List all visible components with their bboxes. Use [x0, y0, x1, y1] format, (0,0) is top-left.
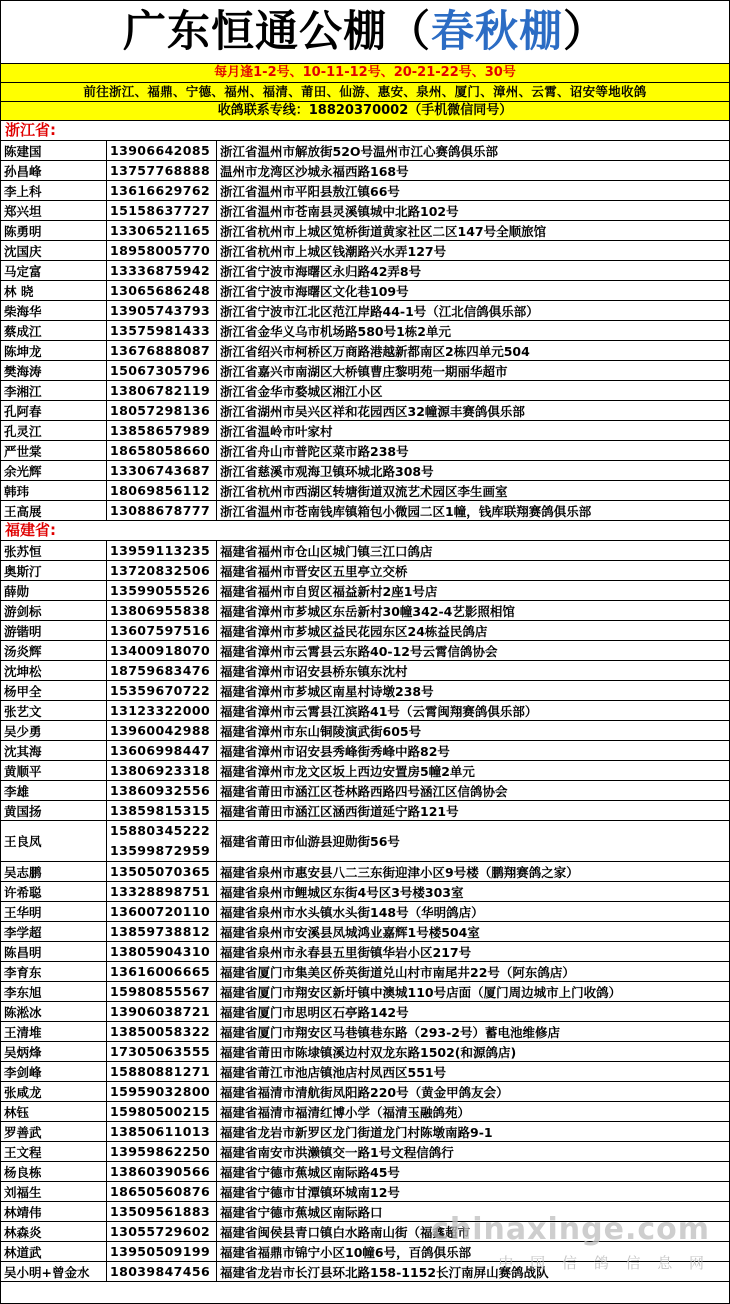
contact-row — [1, 761, 729, 781]
contact-phone: 15980855567 — [107, 982, 217, 1002]
contact-address: 福建省福清市清航街凤阳路220号（黄金甲鸽友会） — [217, 1082, 730, 1102]
contact-address: 福建省莆田市仙游县迎勋街56号 — [217, 821, 730, 862]
contact-phone: 13960042988 — [107, 721, 217, 741]
contact-name: 张苏恒 — [1, 541, 107, 561]
title-close: ） — [563, 7, 607, 57]
contact-row — [1, 661, 729, 681]
page-title — [1, 1, 729, 64]
contact-name: 汤炎辉 — [1, 641, 107, 661]
contact-address: 福建省漳州市芗城区南星村诗墩238号 — [217, 681, 730, 701]
contact-row — [1, 701, 729, 721]
contact-phone: 13616006665 — [107, 962, 217, 982]
contact-name: 林钰 — [1, 1102, 107, 1122]
contact-phone: 13959113235 — [107, 541, 217, 561]
contact-phone: 13860932556 — [107, 781, 217, 801]
contact-row — [1, 621, 729, 641]
contact-name: 马定富 — [1, 261, 107, 281]
contact-row — [1, 241, 729, 261]
contact-row — [1, 201, 729, 221]
contact-address: 福建省泉州市永春县五里街镇华岩小区217号 — [217, 942, 730, 962]
contact-name: 游剑标 — [1, 601, 107, 621]
contact-address: 浙江省杭州市西湖区转塘街道双流艺术园区李生画室 — [217, 481, 730, 501]
watermark-name: 中 国 信 鸽 信 息 网 — [498, 1254, 710, 1272]
contact-address: 浙江省湖州市吴兴区祥和花园西区32幢源丰赛鸽俱乐部 — [217, 401, 730, 421]
contact-phone: 18650560876 — [107, 1182, 217, 1202]
contact-address: 浙江省杭州市上城区钱潮路兴水弄127号 — [217, 241, 730, 261]
title-accent: 春秋棚 — [431, 7, 563, 57]
contact-row — [1, 681, 729, 701]
contact-row — [1, 882, 729, 902]
contact-phone: 18658058660 — [107, 441, 217, 461]
contact-phone: 18039847456 — [107, 1262, 217, 1282]
contact-address: 福建省莆田市涵江区涵西街道延宁路121号 — [217, 801, 730, 821]
contact-row — [1, 1082, 729, 1102]
contact-name: 陈建国 — [1, 141, 107, 161]
contact-row — [1, 501, 729, 521]
contact-name: 林 晓 — [1, 281, 107, 301]
contact-address: 福建省漳州市云霄县云东路40-12号云霄信鸽协会 — [217, 641, 730, 661]
contact-name: 李学超 — [1, 922, 107, 942]
contact-phone: 13400918070 — [107, 641, 217, 661]
contact-name: 陈勇明 — [1, 221, 107, 241]
contact-name: 杨良栋 — [1, 1162, 107, 1182]
contact-address: 福建省漳州市芗城区益民花园东区24栋益民鸽店 — [217, 621, 730, 641]
contact-address: 福建省宁德市甘潭镇环城南12号 — [217, 1182, 730, 1202]
contact-address: 福建省福州市晋安区五里亭立交桥 — [217, 561, 730, 581]
contact-name: 林森炎 — [1, 1222, 107, 1242]
contact-row — [1, 902, 729, 922]
contact-row — [1, 401, 729, 421]
contact-name: 杨甲全 — [1, 681, 107, 701]
contact-address: 福建省漳州市诏安县秀峰街秀峰中路82号 — [217, 741, 730, 761]
contact-name: 沈国庆 — [1, 241, 107, 261]
hotline: 收鸽联系专线：18820370002（手机微信同号） — [1, 102, 729, 121]
contact-name: 吴少勇 — [1, 721, 107, 741]
contact-address: 福建省龙岩市长汀县环北路158-1152长汀南屏山赛鸽战队 — [217, 1262, 730, 1282]
contact-address: 福建省福州市仓山区城门镇三江口鸽店 — [217, 541, 730, 561]
contact-phone: 13575981433 — [107, 321, 217, 341]
contact-address: 浙江省舟山市普陀区菜市路238号 — [217, 441, 730, 461]
contact-row — [1, 1182, 729, 1202]
contact-address: 福建省龙岩市新罗区龙门街道龙门村陈墩南路9-1 — [217, 1122, 730, 1142]
contact-row — [1, 441, 729, 461]
contact-address: 福建省福州市自贸区福益新村2座1号店 — [217, 581, 730, 601]
contact-name: 陈昌明 — [1, 942, 107, 962]
contact-row — [1, 221, 729, 241]
contact-address: 福建省漳州市东山铜陵演武街605号 — [217, 721, 730, 741]
contact-name: 蔡成江 — [1, 321, 107, 341]
contact-address: 浙江省宁波市海曙区文化巷109号 — [217, 281, 730, 301]
contact-address: 浙江省温州市苍南县灵溪镇城中北路102号 — [217, 201, 730, 221]
contact-row — [1, 601, 729, 621]
contact-name: 刘福生 — [1, 1182, 107, 1202]
contact-phone: 13088678777 — [107, 501, 217, 521]
contact-name: 韩玮 — [1, 481, 107, 501]
contact-name: 薛勋 — [1, 581, 107, 601]
contact-address: 福建省漳州市龙文区坂上西边安置房5幢2单元 — [217, 761, 730, 781]
contact-phone: 13805904310 — [107, 942, 217, 962]
contact-row — [1, 421, 729, 441]
province-heading: 福建省: — [1, 521, 729, 541]
contact-name: 王高展 — [1, 501, 107, 521]
contact-address: 福建省莆田市涵江区苍林路西路四号涵江区信鸽协会 — [217, 781, 730, 801]
contact-name: 张咸龙 — [1, 1082, 107, 1102]
contact-row — [1, 721, 729, 741]
contact-name: 黄国扬 — [1, 801, 107, 821]
contact-address: 福建省泉州市惠安县八二三东街迎津小区9号楼（鹏翔赛鸽之家） — [217, 862, 730, 882]
contact-row — [1, 1062, 729, 1082]
contact-table — [1, 141, 729, 521]
watermark-site: chinaxinge.com — [431, 1212, 710, 1247]
contact-row — [1, 1102, 729, 1122]
contact-name: 许希聪 — [1, 882, 107, 902]
contact-address: 福建省厦门市翔安区新圩镇中澳城110号店面（厦门周边城市上门收鸽） — [217, 982, 730, 1002]
contact-name: 林道武 — [1, 1242, 107, 1262]
contact-address: 浙江省嘉兴市南湖区大桥镇曹庄黎明苑一期丽华超市 — [217, 361, 730, 381]
contact-address: 福建省宁德市蕉城区南际路45号 — [217, 1162, 730, 1182]
contact-name: 黄顺平 — [1, 761, 107, 781]
contact-phone: 13720832506 — [107, 561, 217, 581]
contact-sections — [1, 121, 729, 1282]
contact-row — [1, 922, 729, 942]
contact-name: 樊海涛 — [1, 361, 107, 381]
contact-row — [1, 281, 729, 301]
contact-name: 奥斯汀 — [1, 561, 107, 581]
contact-phone: 17305063555 — [107, 1042, 217, 1062]
contact-phone: 13906038721 — [107, 1002, 217, 1022]
contact-name: 游锴明 — [1, 621, 107, 641]
contact-address: 福建省泉州市鲤城区东街4号区3号楼303室 — [217, 882, 730, 902]
contact-phone: 13806782119 — [107, 381, 217, 401]
contact-address: 福建省宁德市蕉城区南际路口 — [217, 1202, 730, 1222]
destinations: 前往浙江、福鼎、宁德、福州、福清、莆田、仙游、惠安、泉州、厦门、漳州、云霄、诏安等地收鸽 — [1, 83, 729, 102]
contact-address: 浙江省绍兴市柯桥区万商路港越新都南区2栋四单元504 — [217, 341, 730, 361]
contact-phone: 13600720110 — [107, 902, 217, 922]
contact-row — [1, 141, 729, 161]
contact-row — [1, 561, 729, 581]
contact-row — [1, 1162, 729, 1182]
contact-name: 李湘江 — [1, 381, 107, 401]
contact-row — [1, 1142, 729, 1162]
contact-phone: 13905743793 — [107, 301, 217, 321]
contact-row — [1, 161, 729, 181]
contact-phone: 13328898751 — [107, 882, 217, 902]
contact-phone: 13607597516 — [107, 621, 217, 641]
contact-phone: 13858657989 — [107, 421, 217, 441]
contact-row — [1, 1022, 729, 1042]
contact-row — [1, 321, 729, 341]
contact-phone: 13859815315 — [107, 801, 217, 821]
contact-phone: 13950509199 — [107, 1242, 217, 1262]
contact-row — [1, 801, 729, 821]
contact-row — [1, 862, 729, 882]
contact-row — [1, 301, 729, 321]
contact-row — [1, 962, 729, 982]
contact-row — [1, 1002, 729, 1022]
contact-address: 浙江省温州市解放街52O号温州市江心赛鸽俱乐部 — [217, 141, 730, 161]
province-heading: 浙江省: — [1, 121, 729, 141]
contact-phone: 13306521165 — [107, 221, 217, 241]
contact-name: 陈淞冰 — [1, 1002, 107, 1022]
contact-name: 沈其海 — [1, 741, 107, 761]
contact-name: 李雄 — [1, 781, 107, 801]
contact-address: 浙江省杭州市上城区笕桥街道黄家社区二区147号全顺旅馆 — [217, 221, 730, 241]
contact-name: 郑兴坦 — [1, 201, 107, 221]
contact-phone: 13757768888 — [107, 161, 217, 181]
contact-phone: 13505070365 — [107, 862, 217, 882]
collection-dates: 每月逢1-2号、10-11-12号、20-21-22号、30号 — [1, 64, 729, 83]
contact-phone: 13850611013 — [107, 1122, 217, 1142]
contact-phone: 15067305796 — [107, 361, 217, 381]
contact-phone: 13599055526 — [107, 581, 217, 601]
contact-address: 浙江省金华义乌市机场路580号1栋2单元 — [217, 321, 730, 341]
contact-phone: 18069856112 — [107, 481, 217, 501]
contact-name: 罗善武 — [1, 1122, 107, 1142]
contact-address: 福建省泉州市水头镇水头街148号（华明鸽店） — [217, 902, 730, 922]
contact-name: 李剑峰 — [1, 1062, 107, 1082]
contact-row — [1, 541, 729, 561]
contact-phone: 18759683476 — [107, 661, 217, 681]
contact-name: 吴志鹏 — [1, 862, 107, 882]
contact-row — [1, 1042, 729, 1062]
contact-address: 浙江省宁波市江北区范江岸路44-1号（江北信鸽俱乐部） — [217, 301, 730, 321]
contact-phone: 15158637727 — [107, 201, 217, 221]
contact-phone-secondary: 13599872959 — [110, 843, 211, 858]
contact-row — [1, 261, 729, 281]
contact-address: 福建省漳州市云霄县江滨路41号（云霄闽翔赛鸽俱乐部） — [217, 701, 730, 721]
contact-address: 福建省福鼎市锦宁小区10幢6号，百鸽俱乐部 — [217, 1242, 730, 1262]
contact-name: 李上科 — [1, 181, 107, 201]
contact-name: 王清堆 — [1, 1022, 107, 1042]
contact-phone: 18057298136 — [107, 401, 217, 421]
contact-phone: 13336875942 — [107, 261, 217, 281]
contact-row — [1, 982, 729, 1002]
contact-row — [1, 1122, 729, 1142]
contact-name: 柴海华 — [1, 301, 107, 321]
contact-phone: 13065686248 — [107, 281, 217, 301]
contact-phone: 13509561883 — [107, 1202, 217, 1222]
contact-name: 孔灵江 — [1, 421, 107, 441]
contact-row — [1, 361, 729, 381]
contact-phone: 13859738812 — [107, 922, 217, 942]
contact-phone: 18958005770 — [107, 241, 217, 261]
contact-row — [1, 741, 729, 761]
contact-phone: 13806923318 — [107, 761, 217, 781]
contact-address: 福建省莆江市池店镇池店村凤西区551号 — [217, 1062, 730, 1082]
contact-address: 温州市龙湾区沙城永福西路168号 — [217, 161, 730, 181]
contact-name: 李东旭 — [1, 982, 107, 1002]
contact-name: 严世棠 — [1, 441, 107, 461]
contact-address: 福建省厦门市翔安区马巷镇巷东路（293-2号）蓄电池维修店 — [217, 1022, 730, 1042]
contact-row — [1, 461, 729, 481]
contact-row — [1, 341, 729, 361]
contact-name: 王良凤 — [1, 821, 107, 862]
contact-row — [1, 781, 729, 801]
contact-address: 福建省闽侯县青口镇白水路南山街（福鑫超市 — [217, 1222, 730, 1242]
contact-phone: 13676888087 — [107, 341, 217, 361]
contact-name: 陈坤龙 — [1, 341, 107, 361]
contact-name: 林靖伟 — [1, 1202, 107, 1222]
contact-name: 孔阿春 — [1, 401, 107, 421]
contact-name: 吴小明+曾金水 — [1, 1262, 107, 1282]
contact-phone: 13806955838 — [107, 601, 217, 621]
contact-phone: 13055729602 — [107, 1222, 217, 1242]
contact-address: 浙江省金华市婺城区湘江小区 — [217, 381, 730, 401]
contact-phone: 13860390566 — [107, 1162, 217, 1182]
contact-row — [1, 581, 729, 601]
contact-phone: 13616629762 — [107, 181, 217, 201]
contact-phone: 15359670722 — [107, 681, 217, 701]
contact-address: 福建省漳州市芗城区东岳新村30幢342-4艺影照相馆 — [217, 601, 730, 621]
contact-address: 福建省漳州市诏安县桥东镇东沈村 — [217, 661, 730, 681]
contact-row — [1, 181, 729, 201]
contact-address: 福建省南安市洪濑镇交一路1号文程信鸽行 — [217, 1142, 730, 1162]
contact-name: 孙昌峰 — [1, 161, 107, 181]
contact-address: 浙江省慈溪市观海卫镇环城北路308号 — [217, 461, 730, 481]
contact-phone: 13306743687 — [107, 461, 217, 481]
contact-phone: 13850058322 — [107, 1022, 217, 1042]
contact-address: 福建省福清市福清红博小学（福清玉融鸽苑） — [217, 1102, 730, 1122]
contact-address: 浙江省宁波市海曙区永归路42弄8号 — [217, 261, 730, 281]
contact-name: 张艺文 — [1, 701, 107, 721]
contact-phone: 15980500215 — [107, 1102, 217, 1122]
contact-row — [1, 481, 729, 501]
contact-address: 浙江省温州市平阳县敖江镇66号 — [217, 181, 730, 201]
contact-phone: 13959862250 — [107, 1142, 217, 1162]
contact-phone: 15959032800 — [107, 1082, 217, 1102]
contact-address: 福建省厦门市集美区侨英街道兑山村市南尾井22号（阿东鸽店） — [217, 962, 730, 982]
contact-name: 沈坤松 — [1, 661, 107, 681]
contact-name: 王华明 — [1, 902, 107, 922]
contact-phone: 15880881271 — [107, 1062, 217, 1082]
contact-phone: 13606998447 — [107, 741, 217, 761]
contact-row — [1, 641, 729, 661]
contact-address: 福建省厦门市思明区石亭路142号 — [217, 1002, 730, 1022]
contact-row — [1, 381, 729, 401]
contact-table — [1, 541, 729, 1282]
title-main: 广东恒通公棚（ — [123, 7, 431, 57]
contact-name: 李育东 — [1, 962, 107, 982]
contact-address: 浙江省温岭市叶家村 — [217, 421, 730, 441]
contact-phone: 13906642085 — [107, 141, 217, 161]
contact-name: 余光辉 — [1, 461, 107, 481]
contact-row — [1, 942, 729, 962]
contact-phone-primary: 15880345222 — [110, 823, 211, 838]
contact-address: 浙江省温州市苍南钱库镇箱包小微园二区1幢，钱库联翔赛鸽俱乐部 — [217, 501, 730, 521]
contact-address: 福建省莆田市陈埭镇溪边村双龙东路1502(和源鸽店) — [217, 1042, 730, 1062]
contact-phone: 13123322000 — [107, 701, 217, 721]
contact-row — [1, 821, 729, 862]
contact-name: 吴炳烽 — [1, 1042, 107, 1062]
contact-name: 王文程 — [1, 1142, 107, 1162]
contact-address: 福建省泉州市安溪县凤城鸿业嘉辉1号楼504室 — [217, 922, 730, 942]
contact-phone — [107, 821, 217, 862]
